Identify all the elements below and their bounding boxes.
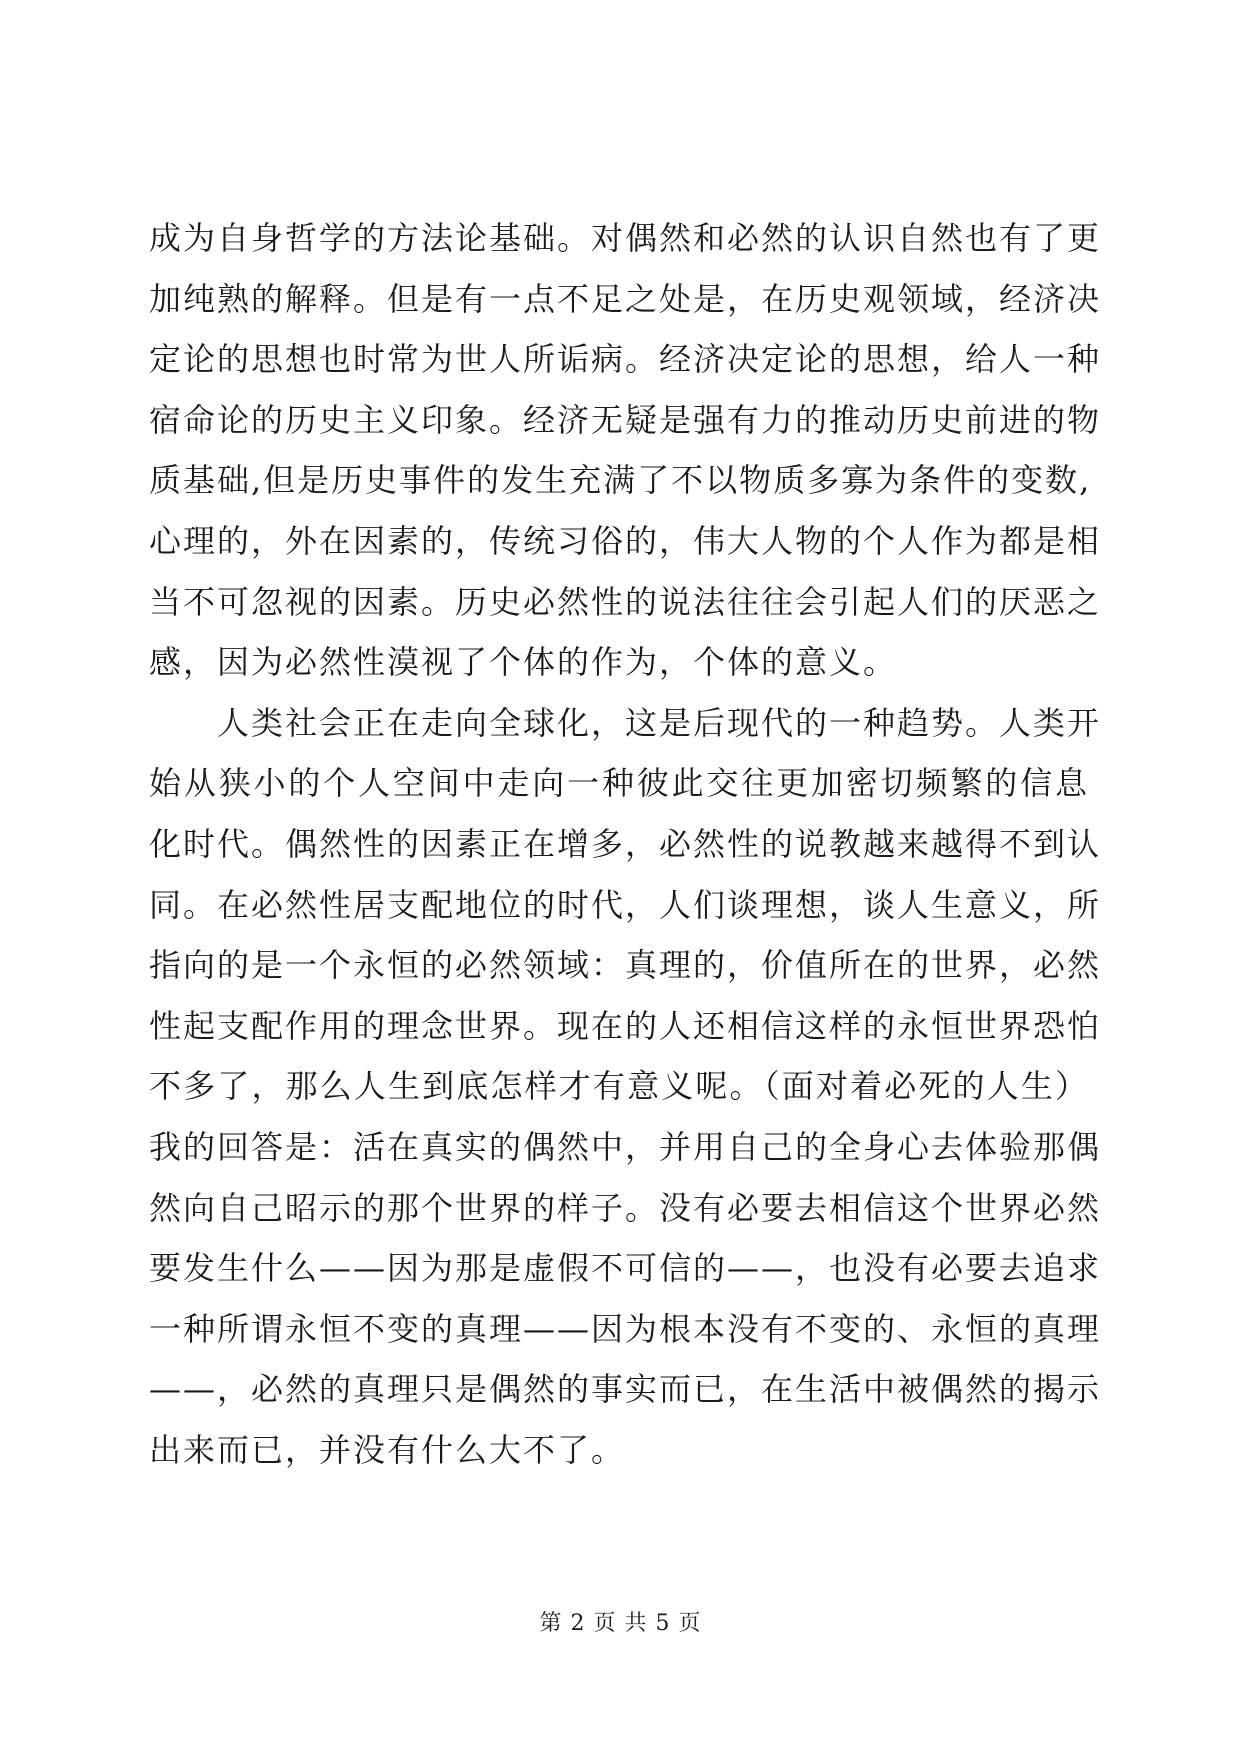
text-line: 出来而已，并没有什么大不了。 xyxy=(149,1430,626,1469)
text-line: 始从狭小的个人空间中走向一种彼此交往更加密切频繁的信息 xyxy=(149,764,1089,803)
text-line: 不多了，那么人生到底怎样才有意义呢。（面对着必死的人生） xyxy=(149,1067,1089,1106)
text-line: 质基础,但是历史事件的发生充满了不以物质多寡为条件的变数, xyxy=(149,461,1092,500)
text-line: 心理的，外在因素的，传统习俗的，伟大人物的个人作为都是相 xyxy=(149,521,1102,560)
body-text xyxy=(149,208,1102,1480)
text-line: 感，因为必然性漠视了个体的作为，个体的意义。 xyxy=(149,643,898,682)
text-line: 当不可忽视的因素。历史必然性的说法往往会引起人们的厌恶之 xyxy=(149,582,1102,621)
text-line: 指向的是一个永恒的必然领域：真理的，价值所在的世界，必然 xyxy=(149,946,1102,985)
text-line-indented: 人类社会正在走向全球化，这是后现代的一种趋势。人类开 xyxy=(217,703,1102,742)
text-line: 化时代。偶然性的因素正在增多，必然性的说教越来越得不到认 xyxy=(149,824,1102,863)
text-line: 我的回答是：活在真实的偶然中，并用自己的全身心去体验那偶 xyxy=(149,1127,1102,1166)
text-line: 同。在必然性居支配地位的时代，人们谈理想，谈人生意义，所 xyxy=(149,885,1102,924)
text-line: 性起支配作用的理念世界。现在的人还相信这样的永恒世界恐怕 xyxy=(149,1006,1102,1045)
text-line: 要发生什么——因为那是虚假不可信的——，也没有必要去追求 xyxy=(149,1249,1102,1288)
text-line: 宿命论的历史主义印象。经济无疑是强有力的推动历史前进的物 xyxy=(149,400,1102,439)
text-line: 加纯熟的解释。但是有一点不足之处是，在历史观领域，经济决 xyxy=(149,279,1102,318)
text-line: 一种所谓永恒不变的真理——因为根本没有不变的、永恒的真理 xyxy=(149,1309,1102,1348)
text-line: 然向自己昭示的那个世界的样子。没有必要去相信这个世界必然 xyxy=(149,1188,1102,1227)
text-line: 成为自身哲学的方法论基础。对偶然和必然的认识自然也有了更 xyxy=(149,219,1102,257)
text-line: 定论的思想也时常为世人所诟病。经济决定论的思想，给人一种 xyxy=(149,340,1102,379)
page-number-footer: 第 2 页 共 5 页 xyxy=(539,1611,702,1636)
text-line: ——，必然的真理只是偶然的事实而已，在生活中被偶然的揭示 xyxy=(149,1370,1102,1409)
